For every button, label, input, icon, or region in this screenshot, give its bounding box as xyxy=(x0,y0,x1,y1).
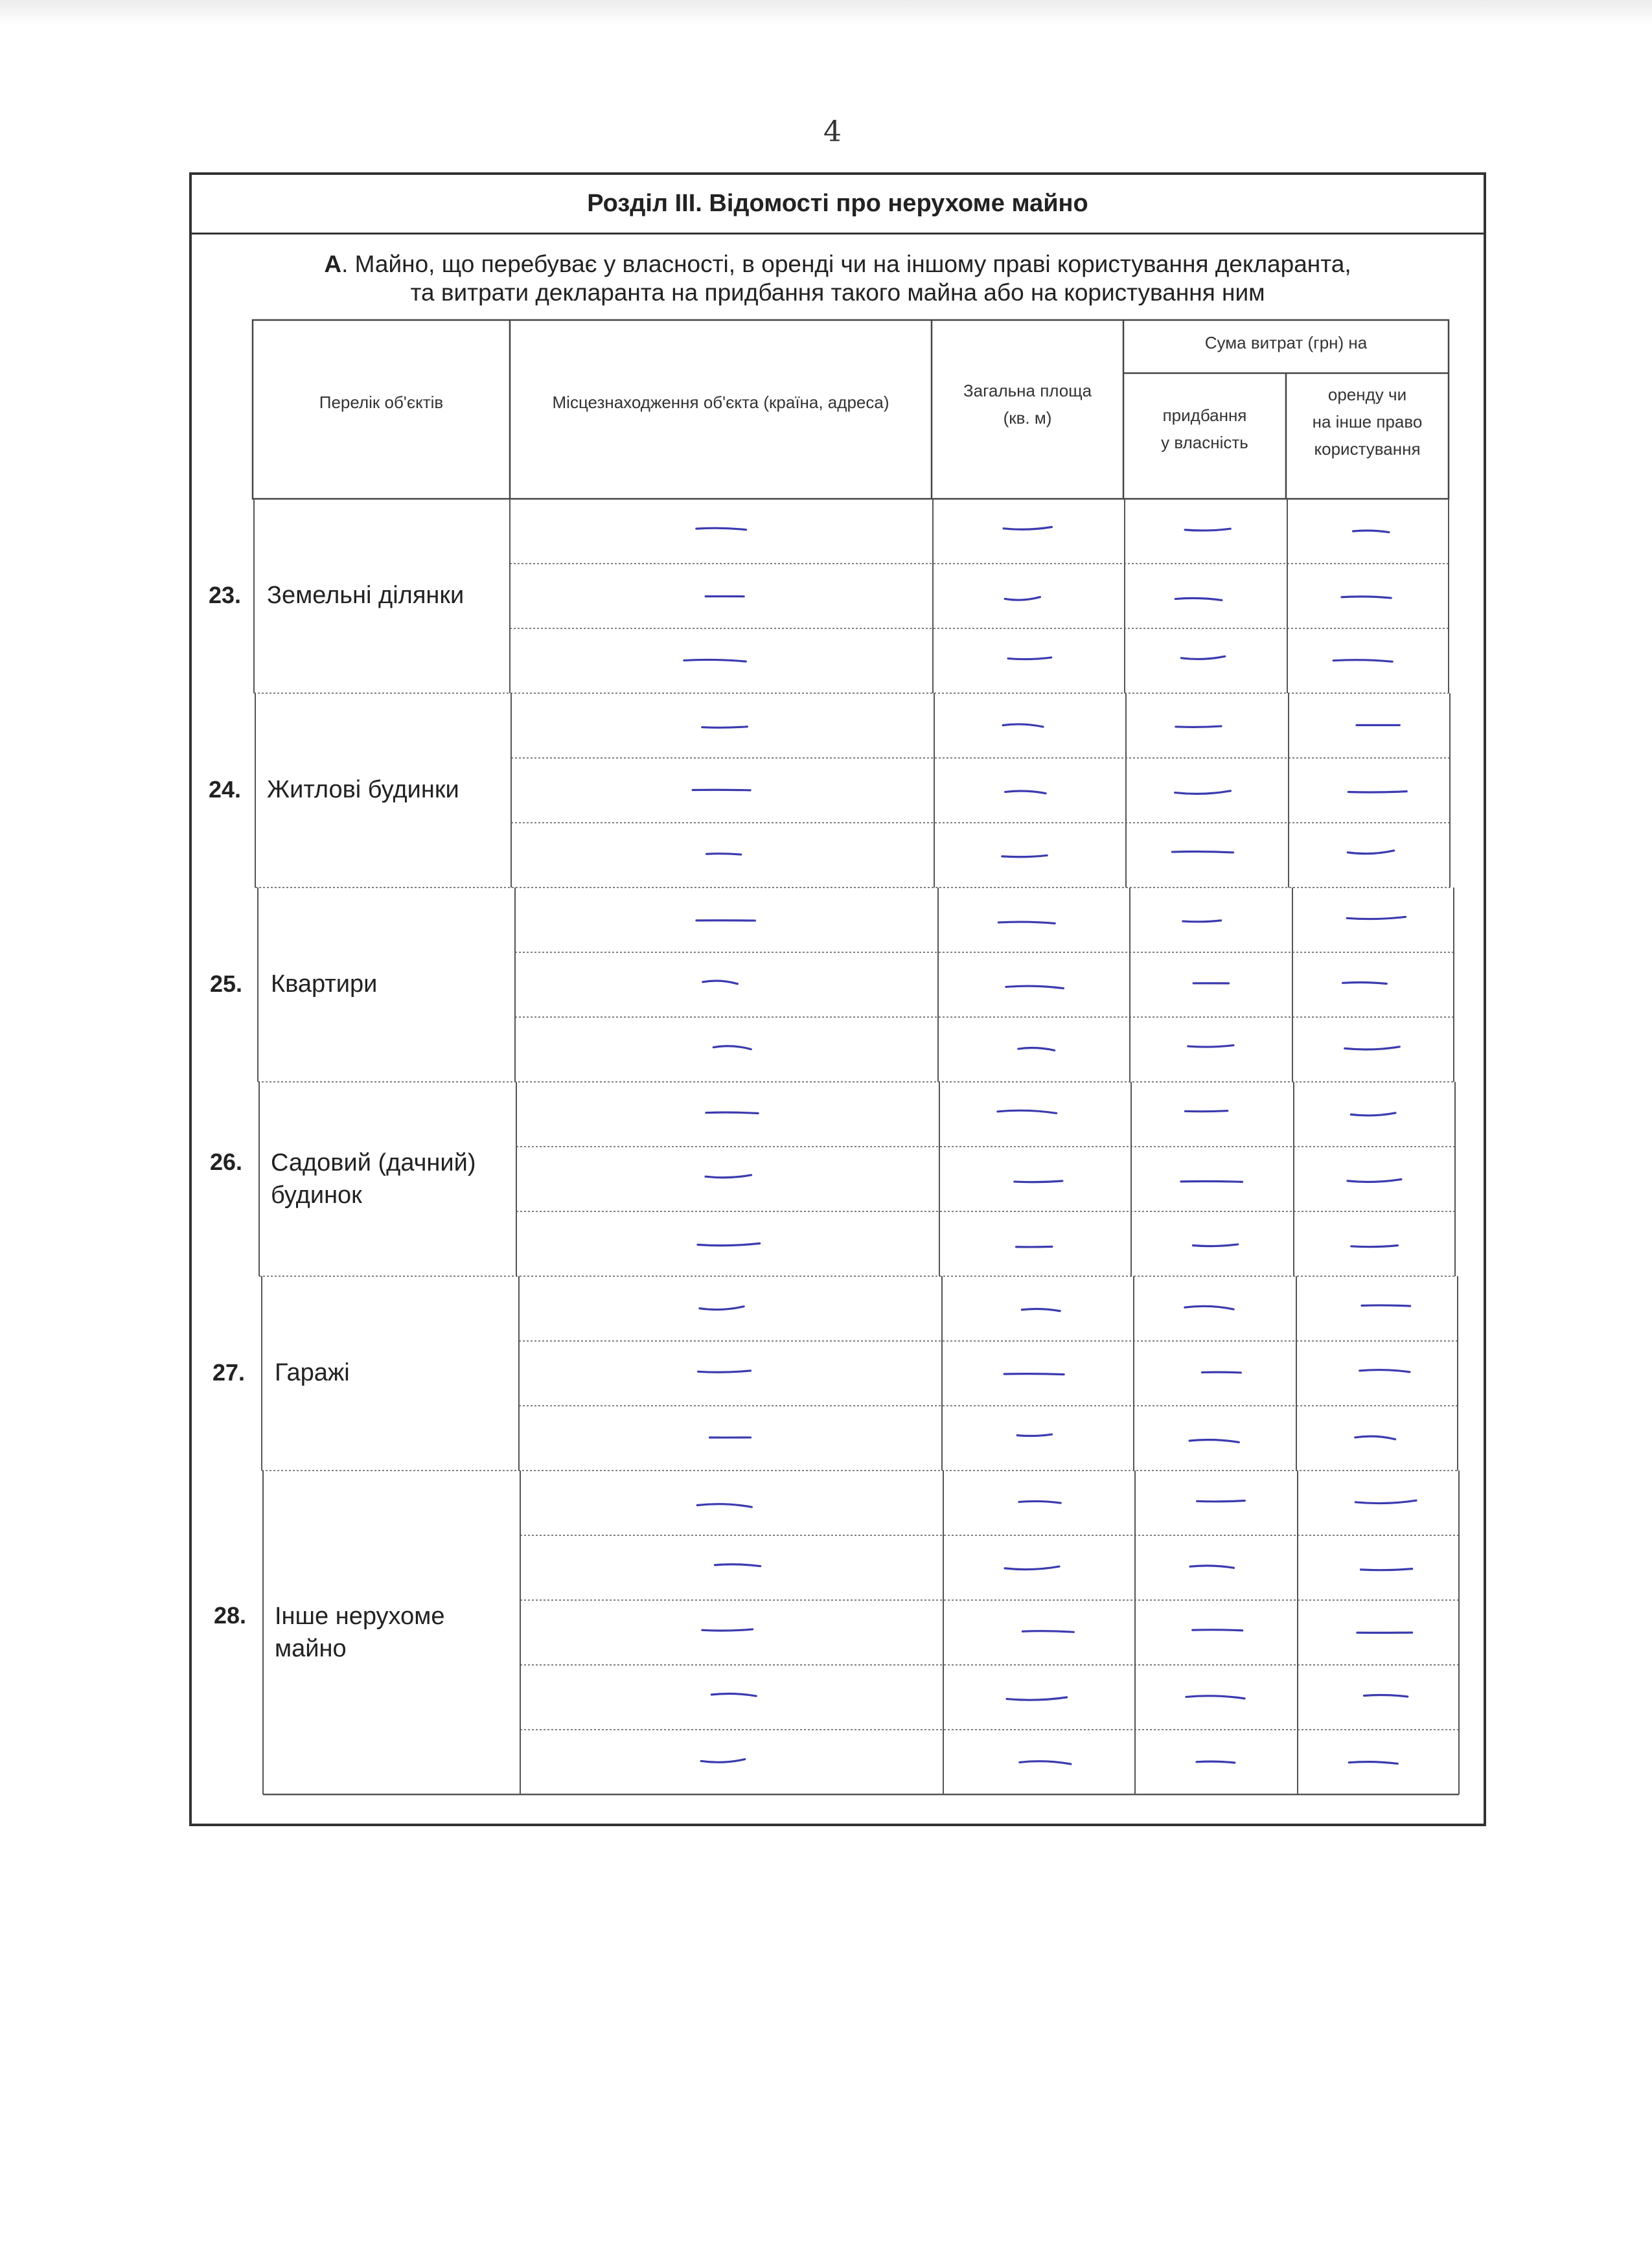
handwritten-dash-mark xyxy=(1185,529,1230,531)
handwritten-dash-mark xyxy=(1188,1046,1233,1048)
row-label-27-line1: Гаражі xyxy=(275,1359,350,1386)
header-rent-line1: оренду чи xyxy=(1327,385,1407,404)
handwritten-dash-mark xyxy=(1193,1244,1237,1246)
handwritten-dash-mark xyxy=(1360,1569,1412,1570)
row-label-25-line1: Квартири xyxy=(271,970,378,998)
header-purchase-line2: у власність xyxy=(1161,433,1248,452)
handwritten-dash-mark xyxy=(1347,917,1405,919)
row-label-28-line1: Інше нерухоме xyxy=(275,1603,445,1630)
handwritten-dash-mark xyxy=(1190,1566,1234,1568)
handwritten-dash-mark xyxy=(702,727,748,728)
handwritten-dash-mark xyxy=(1172,852,1233,853)
handwritten-dash-mark xyxy=(706,1175,751,1178)
handwritten-dash-mark xyxy=(701,1759,744,1763)
handwritten-dash-mark xyxy=(698,1243,760,1245)
row-number-23: 23. xyxy=(209,582,242,608)
row-label-24-line1: Житлові будинки xyxy=(267,776,459,803)
page-number: 4 xyxy=(823,115,842,148)
handwritten-dash-mark xyxy=(1017,1434,1051,1436)
handwritten-dash-mark xyxy=(998,1110,1057,1113)
handwritten-dash-mark xyxy=(696,528,746,530)
subsection-title-line2: та витрати декларанта на придбання такого майна або на користування ним xyxy=(410,279,1265,306)
handwritten-dash-mark xyxy=(1355,1500,1416,1503)
subsection-title-text: . Майно, що перебуває у власності, в оренді чи на іншому праві користування декларанта, xyxy=(341,251,1351,277)
handwritten-dash-mark xyxy=(1360,1370,1410,1372)
handwritten-dash-mark xyxy=(1018,1048,1055,1051)
row-label-28-line2: майно xyxy=(275,1635,347,1662)
handwritten-dash-mark xyxy=(1349,1762,1397,1764)
handwritten-dash-mark xyxy=(1015,1181,1062,1182)
handwritten-dash-mark xyxy=(1351,1245,1398,1246)
handwritten-dash-mark xyxy=(1185,1306,1233,1309)
handwritten-dash-mark xyxy=(1342,597,1391,598)
handwritten-dash-mark xyxy=(1189,1439,1239,1442)
handwritten-dash-mark xyxy=(1345,1047,1400,1049)
handwritten-dash-mark xyxy=(700,1307,744,1310)
row-label-26-line1: Садовий (дачний) xyxy=(271,1149,476,1176)
handwritten-dash-mark xyxy=(1348,1179,1401,1182)
handwritten-dash-mark xyxy=(711,1693,756,1696)
row-label-26-line2: будинок xyxy=(271,1182,362,1209)
handwritten-dash-mark xyxy=(715,1564,761,1566)
handwritten-dash-mark xyxy=(703,981,738,984)
handwritten-dash-mark xyxy=(1005,791,1046,794)
handwritten-dash-mark xyxy=(1008,658,1051,659)
row-number-25: 25. xyxy=(210,970,243,997)
handwritten-dash-mark xyxy=(1006,986,1064,988)
handwritten-dash-mark xyxy=(1351,1113,1395,1116)
header-expenses: Сума витрат (грн) на xyxy=(1204,333,1368,352)
handwritten-dash-mark xyxy=(1202,1372,1241,1373)
header-rent-line2: на інше право xyxy=(1312,412,1423,431)
handwritten-dash-mark xyxy=(698,1371,751,1372)
handwritten-dash-mark xyxy=(697,1504,751,1507)
handwritten-dash-mark xyxy=(1002,855,1047,856)
handwritten-dash-mark xyxy=(1004,1374,1064,1375)
handwritten-dash-mark xyxy=(684,659,746,661)
handwritten-dash-mark xyxy=(1348,851,1394,854)
handwritten-dash-mark xyxy=(1003,724,1043,727)
section-title: Розділ III. Відомості про нерухоме майно xyxy=(192,175,1484,235)
handwritten-dash-mark xyxy=(702,1629,753,1631)
header-rent-line3: користування xyxy=(1314,439,1421,459)
handwritten-dash-mark xyxy=(1007,1697,1067,1700)
handwritten-dash-mark xyxy=(1333,660,1392,662)
row-number-27: 27. xyxy=(212,1359,246,1386)
header-objects: Перелік об'єктів xyxy=(319,393,444,412)
handwritten-dash-mark xyxy=(1364,1695,1408,1697)
header-location: Місцезнаходження об'єкта (країна, адреса) xyxy=(552,393,889,412)
handwritten-dash-mark xyxy=(1353,531,1389,533)
handwritten-dash-mark xyxy=(1176,726,1221,727)
row-number-28: 28. xyxy=(214,1602,247,1629)
handwritten-dash-mark xyxy=(1197,1761,1235,1763)
handwritten-dash-mark xyxy=(1004,527,1051,530)
handwritten-dash-mark xyxy=(1185,1111,1227,1112)
row-label-23-line1: Земельні ділянки xyxy=(267,582,465,609)
handwritten-dash-mark xyxy=(1005,597,1040,601)
handwritten-dash-mark xyxy=(1022,1631,1073,1632)
header-area-line2: (кв. м) xyxy=(1003,408,1052,428)
handwritten-dash-mark xyxy=(706,1112,758,1113)
handwritten-dash-mark xyxy=(1005,1566,1059,1570)
handwritten-dash-mark xyxy=(1355,1436,1395,1439)
handwritten-dash-mark xyxy=(713,1046,751,1049)
handwritten-dash-mark xyxy=(1183,921,1221,922)
row-number-26: 26. xyxy=(210,1149,243,1175)
header-purchase-line1: придбання xyxy=(1162,406,1247,425)
handwritten-dash-mark xyxy=(1343,983,1387,984)
handwritten-dash-mark xyxy=(1193,1630,1243,1631)
handwritten-dash-mark xyxy=(1020,1761,1071,1764)
handwritten-dash-mark xyxy=(1016,1246,1052,1247)
handwritten-dash-mark xyxy=(1362,1305,1410,1306)
handwritten-dash-mark xyxy=(1175,598,1222,600)
header-area-line1: Загальна площа xyxy=(963,381,1092,400)
row-number-24: 24. xyxy=(209,776,242,803)
handwritten-dash-mark xyxy=(1186,1696,1245,1699)
handwritten-dash-mark xyxy=(1197,1501,1245,1502)
handwritten-dash-mark xyxy=(1175,791,1231,794)
handwritten-dash-mark xyxy=(1019,1501,1061,1503)
subsection-letter: А xyxy=(324,251,342,277)
handwritten-dash-mark xyxy=(1022,1309,1060,1311)
handwritten-dash-mark xyxy=(1181,656,1224,659)
handwritten-dash-mark xyxy=(998,922,1055,923)
